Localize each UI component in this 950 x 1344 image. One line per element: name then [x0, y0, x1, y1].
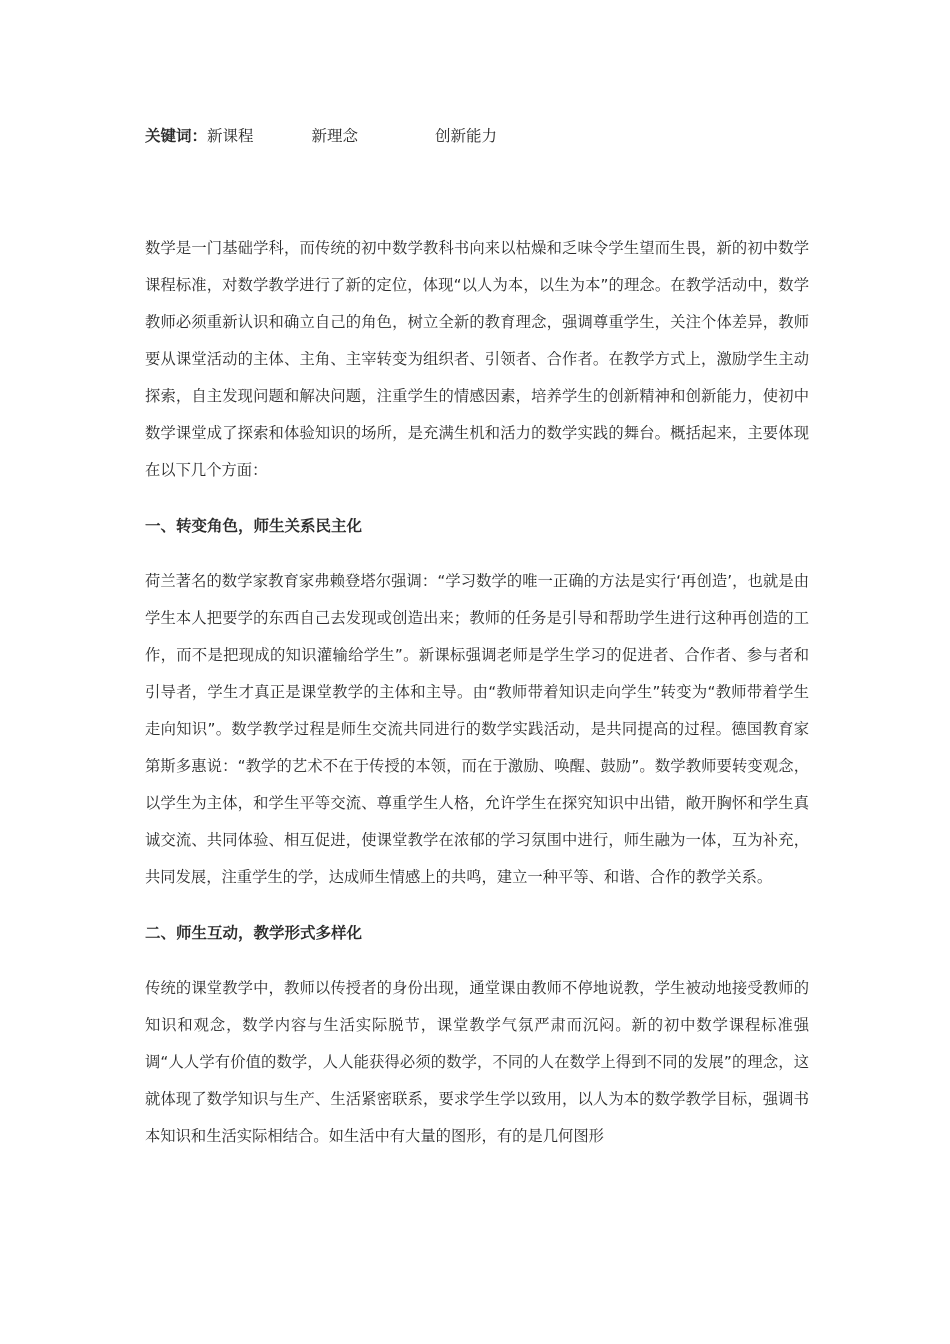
keyword-3: 创新能力	[435, 127, 498, 145]
section-heading-1: 一、转变角色，师生关系民主化	[145, 517, 363, 535]
section-heading-2: 二、师生互动，教学形式多样化	[145, 924, 363, 942]
section-1-paragraph: 荷兰著名的数学家教育家弗赖登塔尔强调：“学习数学的唯一正确的方法是实行‘再创造’，也就是由学生本人把要学的东西自己去发现或创造出来；教师的任务是引导和帮助学生进行这种再创造的工作，而不是把现成的知识灌输给学生”。新课标强调老师是学生学习的促进者、合作者、参与者和引导者，学生才真正是课堂教学的主体和主导。由“教师带着知识走向学生”转变为“教师带着学生走向知识”。数学教学过程是师生交流共同进行的数学实践活动，是共同提高的过程。德国教育家第斯多惠说：“教学的艺术不在于传授的本领，而在于激励、唤醒、鼓励”。数学教师要转变观念，以学生为主体，和学生平等交流、尊重学生人格，允许学生在探究知识中出错，敞开胸怀和学生真诚交流、共同体验、相互促进，使课堂教学在浓郁的学习氛围中进行，师生融为一体，互为补充，共同发展，注重学生的学，达成师生情感上的共鸣，建立一种平等、和谐、合作的教学关系。	[145, 572, 809, 886]
keyword-1: 新课程	[207, 127, 254, 145]
intro-paragraph: 数学是一门基础学科，而传统的初中数学教科书向来以枯燥和乏味令学生望而生畏，新的初中数学课程标准，对数学教学进行了新的定位，体现“以人为本，以生为本”的理念。在教学活动中，数学教师必须重新认识和确立自己的角色，树立全新的教育理念，强调尊重学生，关注个体差异，教师要从课堂活动的主体、主角、主宰转变为组织者、引领者、合作者。在教学方式上，激励学生主动探索，自主发现问题和解决问题，注重学生的情感因素，培养学生的创新精神和创新能力，使初中数学课堂成了探索和体验知识的场所，是充满生机和活力的数学实践的舞台。概括起来，主要体现在以下几个方面：	[145, 239, 809, 479]
keywords-line	[145, 124, 805, 148]
keywords-label: 关键词：	[145, 127, 208, 145]
section-2-paragraph: 传统的课堂教学中，教师以传授者的身份出现，通堂课由教师不停地说教，学生被动地接受教师的知识和观念，数学内容与生活实际脱节，课堂教学气氛严肃而沉闷。新的初中数学课程标准强调“人人学有价值的数学，人人能获得必须的数学，不同的人在数学上得到不同的发展”的理念，这就体现了数学知识与生产、生活紧密联系，要求学生学以致用，以人为本的数学教学目标，强调书本知识和生活实际相结合。如生活中有大量的图形，有的是几何图形	[145, 979, 809, 1145]
document-body	[145, 230, 809, 1155]
keyword-2: 新理念	[311, 127, 359, 145]
